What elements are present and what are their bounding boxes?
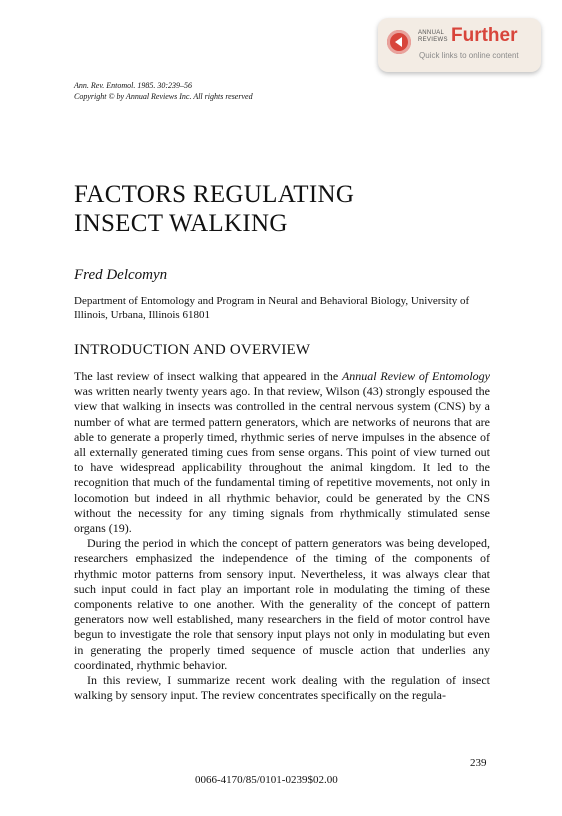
footer-code: 0066-4170/85/0101-0239$02.00 — [195, 774, 338, 786]
annual-reviews-logo: ANNUAL REVIEWS — [418, 30, 448, 43]
author-affiliation: Department of Entomology and Program in Neural and Behavioral Biology, University of Illinois, Urbana, Illinois 61801 — [74, 295, 470, 321]
section-heading: INTRODUCTION AND OVERVIEW — [74, 342, 311, 358]
further-subtitle: Quick links to online content — [419, 51, 519, 60]
paragraph: During the period in which the concept of pattern generators was being developed, researchers emphasized the independence of the timing of the components of rhythmic motor patterns from sensory input. Nevertheless, it was always clear that such input could in fact play an important role in modulating the timing of these components relative to one another. With the generality of the concept of pattern generators now well established, many researchers in the field of motor control have begun to investigate the role that sensory input plays not only in modulating but even in generating the properly timed sequence of muscle action that underlies any coordinated, rhythmic behavior. — [74, 536, 490, 672]
journal-name: Annual Review of Entomology — [341, 369, 491, 383]
citation-journal: Ann. Rev. Entomol. 1985. 30:239–56 — [74, 81, 193, 90]
paragraph: In this review, I summarize recent work dealing with the regulation of insect walking by sensory input. The review concentrates specifically on the regula- — [74, 673, 490, 703]
further-badge[interactable] — [378, 18, 541, 72]
author-name: Fred Delcomyn — [74, 267, 168, 283]
paragraph: The last review of insect walking that appeared in the Annual Review of Entomology was written nearly twenty years ago. In that review, Wilson (43) strongly espoused the view that walking in insects was controlled in the central nervous system (CNS) by a number of what are termed pattern generators, which are networks of neurons that are able to generate a properly timed, rhythmic series of nerve impulses in the absence of all externally generated timing cues from sense organs. This point of view turned out to have widespread applicability throughout the animal kingdom. It led to the recognition that much of the fundamental timing of repetitive movements, not only in locomotion but indeed in all rhythmic behavior, could be generated by the CNS without the necessity for any timing signals from rhythmically stimulated sense organs (19). — [74, 369, 491, 536]
citation-copyright: Copyright © by Annual Reviews Inc. All rights reserved — [74, 92, 253, 101]
article-title: FACTORS REGULATING INSECT WALKING — [74, 181, 355, 237]
article-body — [74, 369, 490, 703]
page-number: 239 — [470, 757, 487, 769]
citation — [74, 80, 253, 102]
further-label: Further — [451, 25, 518, 46]
play-icon — [387, 30, 411, 54]
